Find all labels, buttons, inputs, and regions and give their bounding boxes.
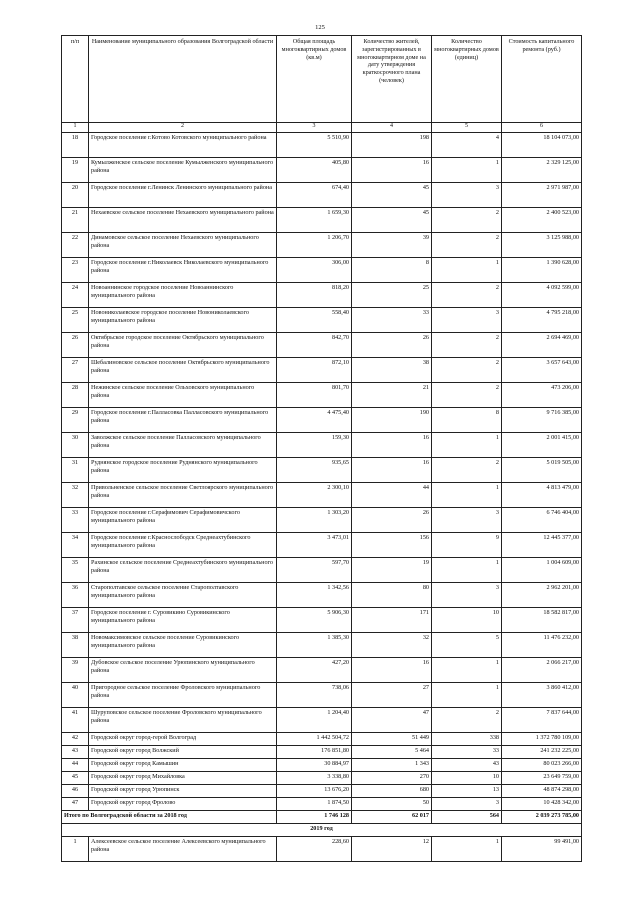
area-value: 674,40 [277,183,352,208]
houses-value: 1 [432,433,502,458]
row-number: 42 [62,733,89,746]
municipality-name: Заволжское сельское поселение Палласовского муниципального района [89,433,277,458]
area-value: 228,60 [277,837,352,862]
table-row [62,533,582,558]
row-number: 32 [62,483,89,508]
houses-value: 10 [432,772,502,785]
area-value: 818,20 [277,283,352,308]
table-header-row [62,36,582,123]
row-number: 38 [62,633,89,658]
table-row [62,508,582,533]
cost-value: 5 019 505,00 [502,458,582,483]
residents-value: 47 [352,708,432,733]
table-row [62,133,582,158]
cost-value: 3 657 643,00 [502,358,582,383]
cost-value: 2 329 125,00 [502,158,582,183]
municipality-name: Городское поселение г.Николаевск Николаевского муниципального района [89,258,277,283]
column-number: 5 [432,123,502,133]
cost-value: 99 491,00 [502,837,582,862]
residents-value: 33 [352,308,432,333]
table-row [62,483,582,508]
cost-value: 473 206,00 [502,383,582,408]
table-row [62,583,582,608]
houses-value: 1 [432,658,502,683]
area-value: 801,70 [277,383,352,408]
area-value: 159,30 [277,433,352,458]
municipality-name: Руднянское городское поселение Руднянского муниципального района [89,458,277,483]
area-value: 872,10 [277,358,352,383]
residents-value: 190 [352,408,432,433]
area-value: 1 303,20 [277,508,352,533]
municipality-name: Городское поселение г. Суровикино Суровикинского муниципального района [89,608,277,633]
total-area: 1 746 128 [277,811,352,824]
page-number: 125 [315,24,325,31]
residents-value: 21 [352,383,432,408]
residents-value: 16 [352,458,432,483]
houses-value: 1 [432,483,502,508]
area-value: 1 874,50 [277,798,352,811]
houses-value: 1 [432,158,502,183]
houses-value: 4 [432,133,502,158]
header-cell: Количество жителей, зарегистрированных в многоквартирном доме на дату утверждения краткосрочного плана (человек) [352,36,432,123]
row-number: 34 [62,533,89,558]
area-value: 558,40 [277,308,352,333]
municipality-name: Городской округ город Урюпинск [89,785,277,798]
table-row [62,785,582,798]
area-value: 30 884,97 [277,759,352,772]
municipality-name: Городской округ город-герой Волгоград [89,733,277,746]
municipality-name: Нежинское сельское поселение Ольховского муниципального района [89,383,277,408]
residents-value: 12 [352,837,432,862]
area-value: 427,20 [277,658,352,683]
houses-value: 43 [432,759,502,772]
municipality-name: Городское поселение г.Ленинск Ленинского муниципального района [89,183,277,208]
houses-value: 1 [432,683,502,708]
cost-value: 2 971 987,00 [502,183,582,208]
area-value: 1 385,30 [277,633,352,658]
cost-value: 2 066 217,00 [502,658,582,683]
cost-value: 18 104 073,00 [502,133,582,158]
table-row [62,633,582,658]
houses-value: 2 [432,333,502,358]
area-value: 1 206,70 [277,233,352,258]
cost-value: 1 004 609,00 [502,558,582,583]
table-row [62,383,582,408]
area-value: 5 510,90 [277,133,352,158]
year-label: 2019 год [62,824,582,837]
header-cell: Наименование муниципального образования Волгоградской области [89,36,277,123]
residents-value: 26 [352,508,432,533]
row-number: 28 [62,383,89,408]
residents-value: 680 [352,785,432,798]
row-number: 25 [62,308,89,333]
cost-value: 6 746 404,00 [502,508,582,533]
row-number: 24 [62,283,89,308]
row-number: 19 [62,158,89,183]
table-row [62,772,582,785]
table-row [62,358,582,383]
municipality-name: Городской округ город Михайловка [89,772,277,785]
area-value: 1 442 504,72 [277,733,352,746]
area-value: 176 851,80 [277,746,352,759]
houses-value: 2 [432,358,502,383]
row-number: 45 [62,772,89,785]
residents-value: 27 [352,683,432,708]
municipality-name: Городской округ город Камышин [89,759,277,772]
area-value: 738,06 [277,683,352,708]
total-cost: 2 039 273 785,00 [502,811,582,824]
table-row [62,608,582,633]
table-row [62,658,582,683]
column-number: 4 [352,123,432,133]
cost-value: 48 874 298,00 [502,785,582,798]
total-houses: 564 [432,811,502,824]
houses-value: 1 [432,258,502,283]
municipality-name: Городское поселение г.Палласовка Палласовского муниципального района [89,408,277,433]
row-number: 21 [62,208,89,233]
row-number: 47 [62,798,89,811]
municipality-name: Новоаннинское городское поселение Новоаннинского муниципального района [89,283,277,308]
municipality-name: Рахинское сельское поселение Среднеахтубинского муниципального района [89,558,277,583]
header-cell: Стоимость капитального ремонта (руб.) [502,36,582,123]
table-row [62,433,582,458]
houses-value: 1 [432,558,502,583]
municipality-name: Новомаксимовское сельское поселение Суровикинского муниципального района [89,633,277,658]
residents-value: 26 [352,333,432,358]
table-row [62,408,582,433]
row-number: 46 [62,785,89,798]
houses-value: 9 [432,533,502,558]
row-number: 20 [62,183,89,208]
residents-value: 39 [352,233,432,258]
municipality-name: Шуруповское сельское поселение Фроловского муниципального района [89,708,277,733]
row-number: 43 [62,746,89,759]
table-row [62,233,582,258]
houses-value: 13 [432,785,502,798]
municipality-name: Городское поселение г.Серафимович Серафимовичского муниципального района [89,508,277,533]
row-number: 30 [62,433,89,458]
municipality-name: Кумылженское сельское поселение Кумылженского муниципального района [89,158,277,183]
cost-value: 18 582 817,00 [502,608,582,633]
area-value: 935,65 [277,458,352,483]
houses-value: 3 [432,183,502,208]
area-value: 3 473,01 [277,533,352,558]
residents-value: 32 [352,633,432,658]
cost-value: 12 445 377,00 [502,533,582,558]
total-label: Итого по Волгоградской области за 2018 год [62,811,277,824]
cost-value: 80 023 266,00 [502,759,582,772]
table-row [62,458,582,483]
row-number: 39 [62,658,89,683]
residents-value: 16 [352,158,432,183]
houses-value: 2 [432,458,502,483]
houses-value: 3 [432,583,502,608]
residents-value: 25 [352,283,432,308]
residents-value: 45 [352,183,432,208]
table-row [62,733,582,746]
cost-value: 7 837 644,00 [502,708,582,733]
municipality-name: Динамовское сельское поселение Нехаевского муниципального района [89,233,277,258]
cost-value: 4 092 599,00 [502,283,582,308]
municipality-name: Алексеевское сельское поселение Алексеевского муниципального района [89,837,277,862]
row-number: 37 [62,608,89,633]
houses-value: 1 [432,837,502,862]
residents-value: 38 [352,358,432,383]
year-row [62,824,582,837]
residents-value: 198 [352,133,432,158]
row-number: 29 [62,408,89,433]
column-number: 6 [502,123,582,133]
residents-value: 8 [352,258,432,283]
houses-value: 5 [432,633,502,658]
area-value: 1 342,56 [277,583,352,608]
area-value: 1 659,30 [277,208,352,233]
cost-value: 23 649 759,00 [502,772,582,785]
column-number-row [62,123,582,133]
area-value: 13 676,20 [277,785,352,798]
cost-value: 10 428 342,00 [502,798,582,811]
table-row [62,333,582,358]
table-row [62,158,582,183]
table-row [62,837,582,862]
residents-value: 1 343 [352,759,432,772]
municipality-name: Пригородное сельское поселение Фроловского муниципального района [89,683,277,708]
column-number: 1 [62,123,89,133]
cost-value: 1 372 780 109,00 [502,733,582,746]
municipality-name: Привольненское сельское поселение Светлоярского муниципального района [89,483,277,508]
table-row [62,683,582,708]
total-residents: 62 017 [352,811,432,824]
row-number: 35 [62,558,89,583]
cost-value: 2 001 415,00 [502,433,582,458]
residents-value: 45 [352,208,432,233]
municipality-name: Городской округ город Фролово [89,798,277,811]
municipality-name: Городской округ город Волжский [89,746,277,759]
table-row [62,258,582,283]
municipality-name: Городское поселение г.Краснослободск Среднеахтубинского муниципального района [89,533,277,558]
row-number: 18 [62,133,89,158]
municipality-name: Дубовское сельское поселение Урюпинского муниципального района [89,658,277,683]
column-number: 3 [277,123,352,133]
row-number: 33 [62,508,89,533]
residents-value: 171 [352,608,432,633]
row-number: 27 [62,358,89,383]
residents-value: 270 [352,772,432,785]
municipality-name: Шебалиновское сельское поселение Октябрьского муниципального района [89,358,277,383]
residents-value: 156 [352,533,432,558]
area-value: 3 338,80 [277,772,352,785]
houses-value: 2 [432,208,502,233]
houses-value: 3 [432,508,502,533]
houses-value: 2 [432,233,502,258]
residents-value: 16 [352,658,432,683]
residents-value: 50 [352,798,432,811]
table-row [62,708,582,733]
houses-value: 338 [432,733,502,746]
table-row [62,798,582,811]
cost-value: 241 232 225,00 [502,746,582,759]
cost-value: 2 694 469,00 [502,333,582,358]
area-value: 842,70 [277,333,352,358]
row-number: 40 [62,683,89,708]
row-number: 26 [62,333,89,358]
area-value: 405,80 [277,158,352,183]
cost-value: 1 390 628,00 [502,258,582,283]
area-value: 597,70 [277,558,352,583]
houses-value: 8 [432,408,502,433]
column-number: 2 [89,123,277,133]
area-value: 5 906,30 [277,608,352,633]
houses-value: 10 [432,608,502,633]
residents-value: 19 [352,558,432,583]
houses-value: 2 [432,708,502,733]
area-value: 4 475,40 [277,408,352,433]
table-row [62,746,582,759]
area-value: 306,00 [277,258,352,283]
table-row [62,283,582,308]
residents-value: 44 [352,483,432,508]
houses-value: 33 [432,746,502,759]
row-number: 22 [62,233,89,258]
residents-value: 51 449 [352,733,432,746]
houses-value: 3 [432,308,502,333]
row-number: 36 [62,583,89,608]
municipality-name: Октябрьское городское поселение Октябрьского муниципального района [89,333,277,358]
cost-value: 4 795 218,00 [502,308,582,333]
table-row [62,183,582,208]
table-row [62,308,582,333]
header-cell: п/п [62,36,89,123]
cost-value: 4 813 479,00 [502,483,582,508]
row-number: 23 [62,258,89,283]
row-number: 31 [62,458,89,483]
residents-value: 5 464 [352,746,432,759]
area-value: 2 300,10 [277,483,352,508]
cost-value: 3 860 412,00 [502,683,582,708]
municipality-name: Городское поселение г.Котово Котовского муниципального района [89,133,277,158]
table-row [62,558,582,583]
houses-value: 2 [432,283,502,308]
municipality-name: Старополтавское сельское поселение Старополтавского муниципального района [89,583,277,608]
houses-value: 3 [432,798,502,811]
table-row [62,759,582,772]
cost-value: 11 476 232,00 [502,633,582,658]
header-cell: Количество многоквартирных домов (единиц) [432,36,502,123]
cost-value: 9 716 385,00 [502,408,582,433]
row-number: 41 [62,708,89,733]
capital-repair-table [61,35,582,862]
municipality-name: Новониколаевское городское поселение Новониколаевского муниципального района [89,308,277,333]
residents-value: 16 [352,433,432,458]
municipality-name: Нехаевское сельское поселение Нехаевского муниципального района [89,208,277,233]
cost-value: 3 125 988,00 [502,233,582,258]
area-value: 1 204,40 [277,708,352,733]
total-row [62,811,582,824]
table-row [62,208,582,233]
cost-value: 2 400 523,00 [502,208,582,233]
row-number: 1 [62,837,89,862]
header-cell: Общая площадь многоквартирных домов (кв.м) [277,36,352,123]
houses-value: 2 [432,383,502,408]
residents-value: 80 [352,583,432,608]
row-number: 44 [62,759,89,772]
cost-value: 2 962 201,00 [502,583,582,608]
